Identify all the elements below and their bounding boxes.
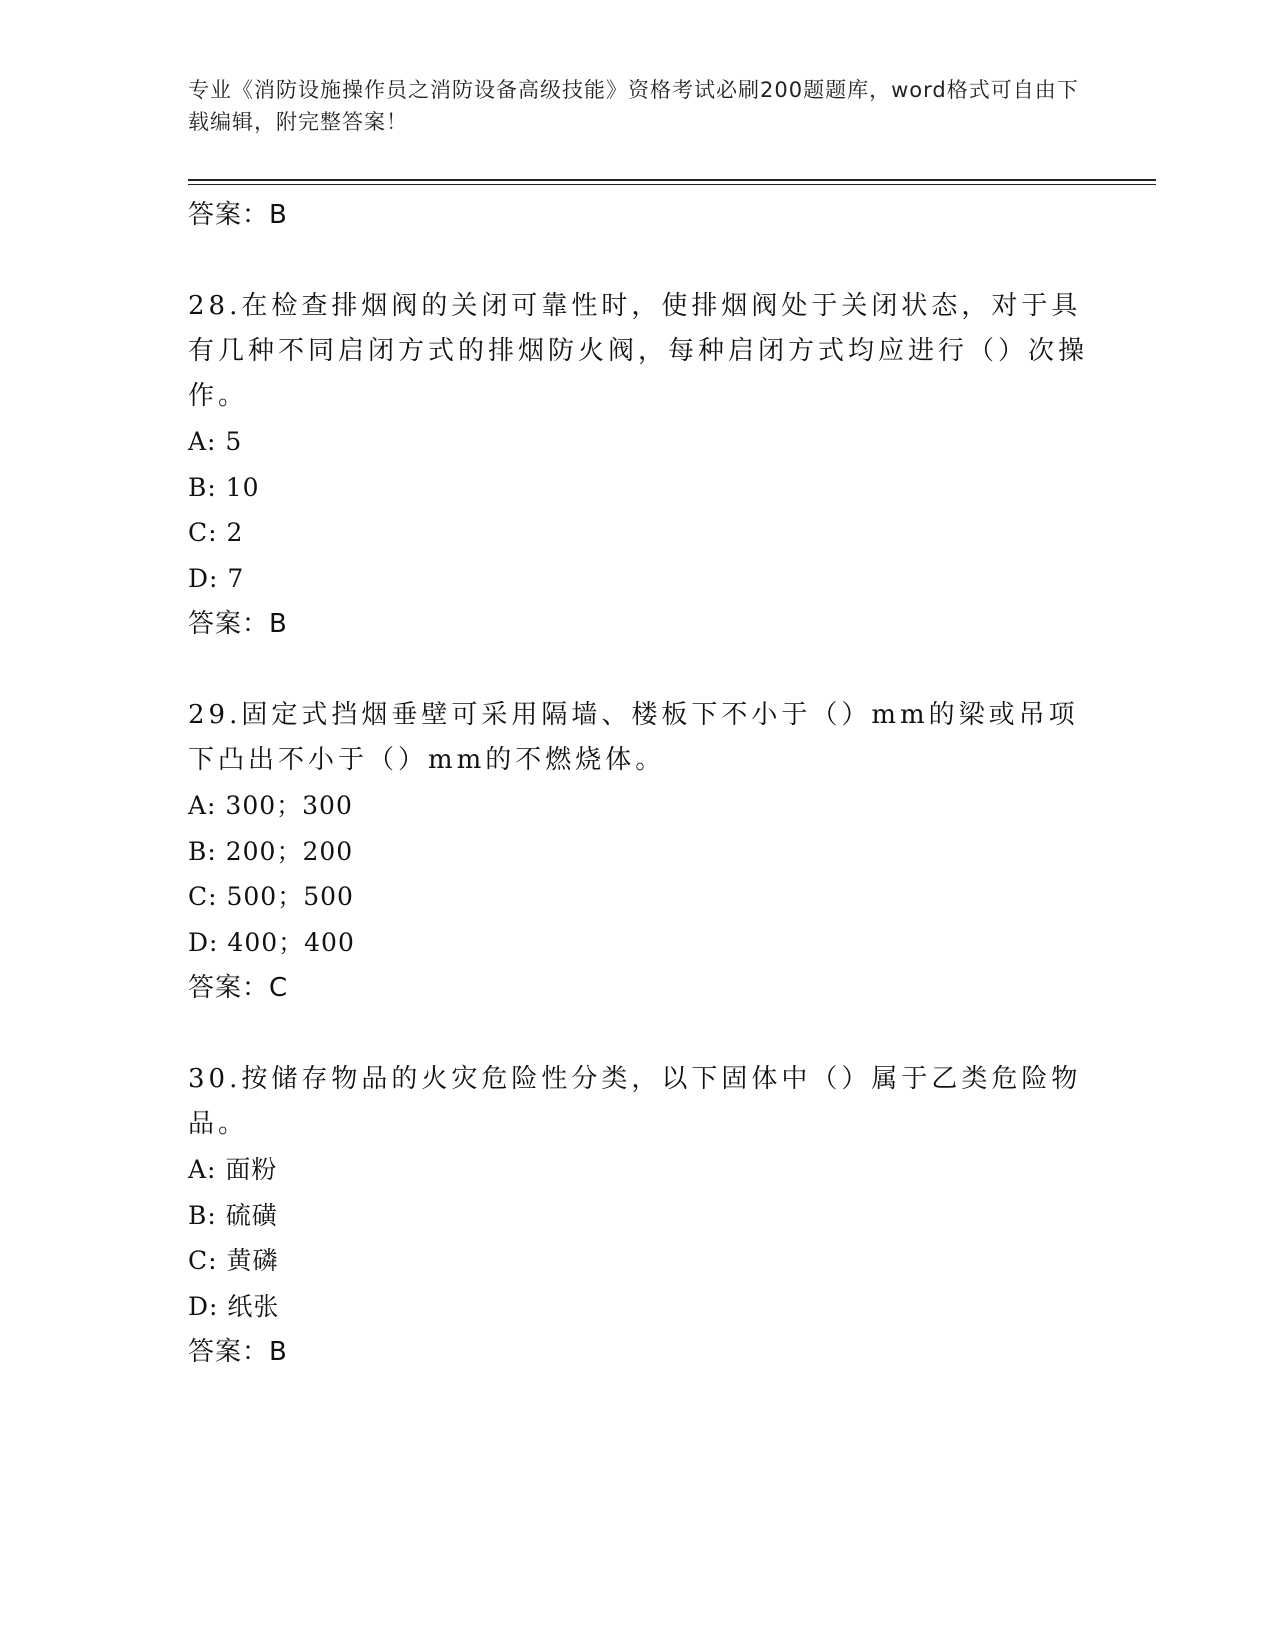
answer-label: 答案：C — [188, 973, 289, 1003]
page-header: 专业《消防设施操作员之消防设备高级技能》资格考试必刷200题题库，word格式可自由下载编辑，附完整答案！ — [188, 78, 1079, 134]
question-28 — [188, 284, 1088, 647]
question-text: 29.固定式挡烟垂壁可采用隔墙、楼板下不小于（）mm的梁或吊项下凸出不小于（）mm的不燃烧体。 — [188, 700, 1079, 775]
header-divider-thick — [188, 179, 1156, 181]
option-b: B: 10 — [188, 472, 260, 502]
option-d: D: 400；400 — [188, 927, 355, 957]
option-b: B: 硫磺 — [188, 1200, 278, 1230]
option-c: C: 500；500 — [188, 882, 354, 911]
option-a: A: 5 — [188, 427, 243, 456]
header-divider-thin — [188, 184, 1156, 185]
question-29 — [188, 693, 1088, 1011]
answer-label: 答案：B — [188, 609, 288, 639]
option-d: D: 7 — [188, 563, 245, 593]
option-c: C: 黄磷 — [188, 1246, 279, 1275]
question-list — [188, 188, 1088, 1375]
answer-label: 答案：B — [188, 1337, 288, 1367]
question-text: 28.在检查排烟阀的关闭可靠性时，使排烟阀处于关闭状态，对于具有几种不同启闭方式的排烟防火阀，每种启闭方式均应进行（）次操作。 — [188, 291, 1089, 411]
option-a: A: 300；300 — [188, 791, 353, 820]
option-d: D: 纸张 — [188, 1291, 280, 1321]
question-text: 30.按储存物品的火灾危险性分类，以下固体中（）属于乙类危险物品。 — [188, 1064, 1082, 1139]
option-c: C: 2 — [188, 518, 244, 547]
question-30 — [188, 1057, 1088, 1375]
option-a: A: 面粉 — [188, 1155, 278, 1184]
option-b: B: 200；200 — [188, 836, 354, 866]
previous-answer: 答案：B — [188, 200, 288, 230]
